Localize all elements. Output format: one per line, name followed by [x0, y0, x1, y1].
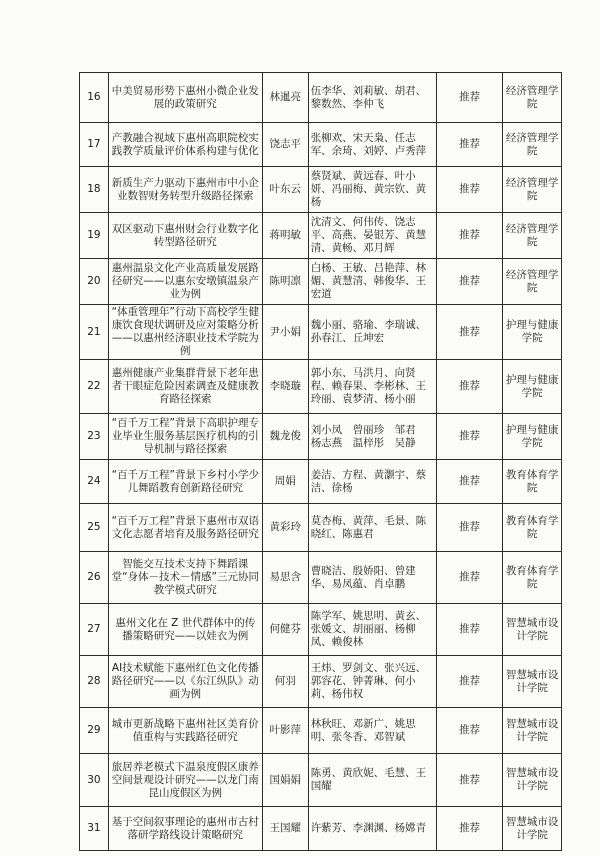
row-number: 31	[80, 807, 109, 851]
row-number: 25	[80, 504, 109, 552]
project-title: 惠州温泉文化产业高质量发展路径研究——以惠东安墩镇温泉产业为例	[108, 259, 262, 305]
school-unit: 智慧城市设计学院	[503, 754, 562, 807]
table-row	[80, 708, 562, 754]
table-row	[80, 504, 562, 552]
table-row	[80, 167, 562, 213]
row-number: 28	[80, 656, 109, 708]
project-members: 蔡贤斌、黄远春、叶小妍、冯丽梅、黄宗钦、黄杨	[308, 167, 436, 213]
recommendation: 推荐	[436, 656, 502, 708]
project-leader: 周娟	[262, 460, 308, 504]
project-members: 陈勇、黄欣妮、毛慧、王国耀	[308, 754, 436, 807]
school-unit: 智慧城市设计学院	[503, 656, 562, 708]
recommendation: 推荐	[436, 305, 502, 360]
project-leader: 王国耀	[262, 807, 308, 851]
recommendation: 推荐	[436, 213, 502, 259]
recommendation: 推荐	[436, 604, 502, 656]
project-title: 产教融合视域下惠州高职院校实践教学质量评价体系构建与优化	[108, 123, 262, 167]
project-title: 智能交互技术支持下舞蹈课堂“身体－技术－情感”三元协同教学模式研究	[108, 552, 262, 604]
project-members: 张柳欢、宋天枭、任志军、余琦、刘婷、卢秀萍	[308, 123, 436, 167]
school-unit: 教育体育学院	[503, 504, 562, 552]
project-members: 郭小东、马洪月、向贤程、赖春果、李彬林、王玲丽、袁梦清、杨小丽	[308, 360, 436, 414]
project-members: 伍李华、刘莉敏、胡君、黎数然、李仲飞	[308, 73, 436, 123]
project-leader: 国娟娟	[262, 754, 308, 807]
school-unit: 智慧城市设计学院	[503, 807, 562, 851]
project-members: 莫杏梅、黄萍、毛景、陈晓红、陈惠君	[308, 504, 436, 552]
project-title: 中美贸易形势下惠州小微企业发展的政策研究	[108, 73, 262, 123]
project-leader: 何健芬	[262, 604, 308, 656]
row-number: 19	[80, 213, 109, 259]
row-number: 22	[80, 360, 109, 414]
project-leader: 陈明凛	[262, 259, 308, 305]
table-row	[80, 123, 562, 167]
project-members: 白杨、王敏、吕艳萍、林媚、黄慧清、韩俊华、王宏道	[308, 259, 436, 305]
row-number: 30	[80, 754, 109, 807]
table-row	[80, 259, 562, 305]
project-title: 惠州健康产业集群背景下老年患者干眼症危险因素调查及健康教育路径探索	[108, 360, 262, 414]
recommendation: 推荐	[436, 708, 502, 754]
table-row	[80, 414, 562, 460]
row-number: 24	[80, 460, 109, 504]
project-list-table	[79, 72, 562, 851]
school-unit: 经济管理学院	[503, 123, 562, 167]
recommendation: 推荐	[436, 259, 502, 305]
school-unit: 护理与健康学院	[503, 414, 562, 460]
recommendation: 推荐	[436, 167, 502, 213]
row-number: 16	[80, 73, 109, 123]
recommendation: 推荐	[436, 123, 502, 167]
project-leader: 林暹亮	[262, 73, 308, 123]
row-number: 18	[80, 167, 109, 213]
table-row	[80, 305, 562, 360]
project-members: 曹晓洁、殷娇阳、曾建华、易凤蕴、肖卓鹏	[308, 552, 436, 604]
project-title: 城市更新战略下惠州社区美育价值重构与实践路径研究	[108, 708, 262, 754]
row-number: 29	[80, 708, 109, 754]
school-unit: 智慧城市设计学院	[503, 604, 562, 656]
recommendation: 推荐	[436, 414, 502, 460]
project-leader: 魏龙俊	[262, 414, 308, 460]
table-row	[80, 360, 562, 414]
project-leader: 叶东云	[262, 167, 308, 213]
table-row	[80, 552, 562, 604]
school-unit: 经济管理学院	[503, 167, 562, 213]
recommendation: 推荐	[436, 552, 502, 604]
project-title: AI技术赋能下惠州红色文化传播路径研究——以《东江纵队》动画为例	[108, 656, 262, 708]
project-leader: 蒋明敏	[262, 213, 308, 259]
table-row	[80, 656, 562, 708]
row-number: 23	[80, 414, 109, 460]
school-unit: 护理与健康学院	[503, 305, 562, 360]
recommendation: 推荐	[436, 460, 502, 504]
project-members: 许紫芳、李渊渊、杨嫦青	[308, 807, 436, 851]
project-title: 双区驱动下惠州财会行业数字化转型路径研究	[108, 213, 262, 259]
project-title: “百千万工程”背景下高职护理专业毕业生服务基层医疗机构的引导机制与路径探索	[108, 414, 262, 460]
school-unit: 经济管理学院	[503, 73, 562, 123]
project-title: 惠州文化在 Z 世代群体中的传播策略研究——以娃衣为例	[108, 604, 262, 656]
row-number: 21	[80, 305, 109, 360]
project-members: 魏小丽、骆瑜、李瑞诚、孙春江、丘坤宏	[308, 305, 436, 360]
project-members: 沈清文、何伟传、饶志平、高燕、晏银芳、黄慧清、黄畅、邓月辉	[308, 213, 436, 259]
table-row	[80, 754, 562, 807]
project-members: 姜洁、方程、黄灏宇、蔡洁、徐杨	[308, 460, 436, 504]
project-leader: 黄彩玲	[262, 504, 308, 552]
project-leader: 叶影萍	[262, 708, 308, 754]
school-unit: 智慧城市设计学院	[503, 708, 562, 754]
project-title: 旅居养老模式下温泉度假区康养空间景观设计研究——以龙门南昆山度假区为例	[108, 754, 262, 807]
row-number: 26	[80, 552, 109, 604]
row-number: 20	[80, 259, 109, 305]
school-unit: 教育体育学院	[503, 460, 562, 504]
school-unit: 教育体育学院	[503, 552, 562, 604]
recommendation: 推荐	[436, 754, 502, 807]
recommendation: 推荐	[436, 73, 502, 123]
project-leader: 何羽	[262, 656, 308, 708]
project-members: 刘小凤 曾丽珍 邹君 杨志燕 温梓彤 吴静	[308, 414, 436, 460]
table-row	[80, 460, 562, 504]
project-members: 王炜、罗剑文、张兴远、郭容花、钟菁琳、何小莉、杨伟权	[308, 656, 436, 708]
table-row	[80, 213, 562, 259]
recommendation: 推荐	[436, 504, 502, 552]
table-row	[80, 73, 562, 123]
project-members: 林秋旺、邓新广、姚思明、张冬香、邓智斌	[308, 708, 436, 754]
project-leader: 易思含	[262, 552, 308, 604]
school-unit: 经济管理学院	[503, 259, 562, 305]
recommendation: 推荐	[436, 360, 502, 414]
row-number: 27	[80, 604, 109, 656]
project-title: “体重管理年”行动下高校学生健康饮食现状调研及应对策略分析——以惠州经济职业技术学院为例	[108, 305, 262, 360]
project-members: 陈学军、姚思明、黄玄、张媛文、胡丽丽、杨柳凤、赖俊林	[308, 604, 436, 656]
project-title: “百千万工程”背景下惠州市双语文化志愿者培育及服务路径研究	[108, 504, 262, 552]
recommendation: 推荐	[436, 807, 502, 851]
project-title: “百千万工程”背景下乡村小学少儿舞蹈教育创新路径研究	[108, 460, 262, 504]
project-leader: 尹小娟	[262, 305, 308, 360]
row-number: 17	[80, 123, 109, 167]
project-title: 基于空间叙事理论的惠州市古村落研学路线设计策略研究	[108, 807, 262, 851]
school-unit: 经济管理学院	[503, 213, 562, 259]
table-row	[80, 604, 562, 656]
table-row	[80, 807, 562, 851]
project-title: 新质生产力驱动下惠州市中小企业数智财务转型升级路径探索	[108, 167, 262, 213]
project-leader: 饶志平	[262, 123, 308, 167]
school-unit: 护理与健康学院	[503, 360, 562, 414]
project-leader: 李晓璇	[262, 360, 308, 414]
